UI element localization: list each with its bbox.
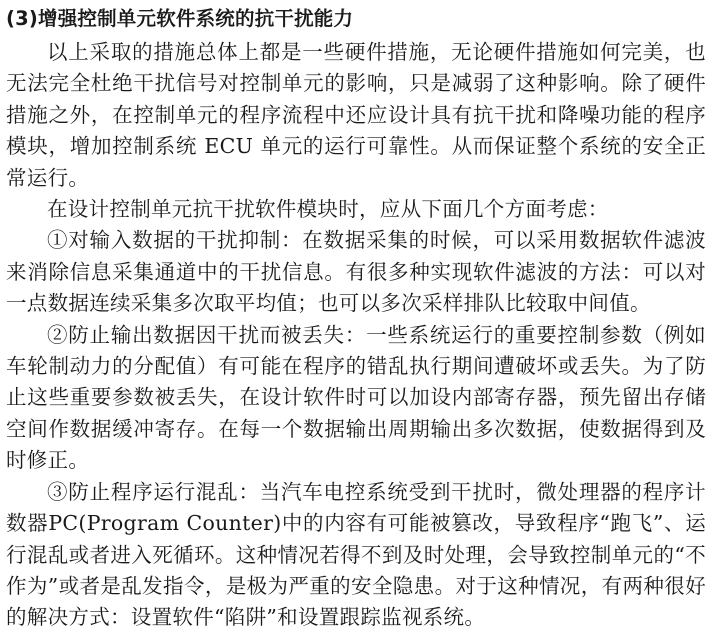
paragraph-output-data-protection: ②防止输出数据因干扰而被丢失：一些系统运行的重要控制参数（例如车轮制动力的分配值）有可能在程序的错乱执行期间遭破坏或丢失。为了防止这些重要参数被丢失，在设计软件时可以加设内部寄存器，预先留出存储空间作数据缓冲寄存。在每一个数据输出周期输出多次数据，使数据得到及时修正。 (6, 322, 706, 473)
section-heading: (3)增强控制单元软件系统的抗干扰能力 (6, 7, 354, 30)
paragraph-design-considerations: 在设计控制单元抗干扰软件模块时，应从下面几个方面考虑： (47, 197, 609, 222)
paragraph-hardware-limits: 以上采取的措施总体上都是一些硬件措施，无论硬件措施如何完美，也无法完全杜绝干扰信号对控制单元的影响，只是减弱了这种影响。除了硬件措施之外，在控制单元的程序流程中还应设计具有抗干扰和降噪功能的程序模块，增加控制系统 ECU 单元的运行可靠性。从而保证整个系统的安全正常运行。 (6, 40, 706, 190)
document-page (6, 6, 706, 634)
paragraph-program-flow-protection: ③防止程序运行混乱：当汽车电控系统受到干扰时，微处理器的程序计数器PC(Program Counter)中的内容有可能被篡改，导致程序“跑飞”、运行混乱或者进入死循环。这种情况若得不到及时处理，会导致控制单元的“不作为”或者是乱发指令，是极为严重的安全隐患。对于这种情况，有两种很好的解决方式：设置软件“陷阱”和设置跟踪监视系统。 (6, 479, 706, 630)
paragraph-input-data-filtering: ①对输入数据的干扰抑制：在数据采集的时候，可以采用数据软件滤波来消除信息采集通道中的干扰信息。有很多种实现软件滤波的方法：可以对一点数据连续采集多次取平均值；也可以多次采样排队比较取中间值。 (6, 228, 706, 316)
